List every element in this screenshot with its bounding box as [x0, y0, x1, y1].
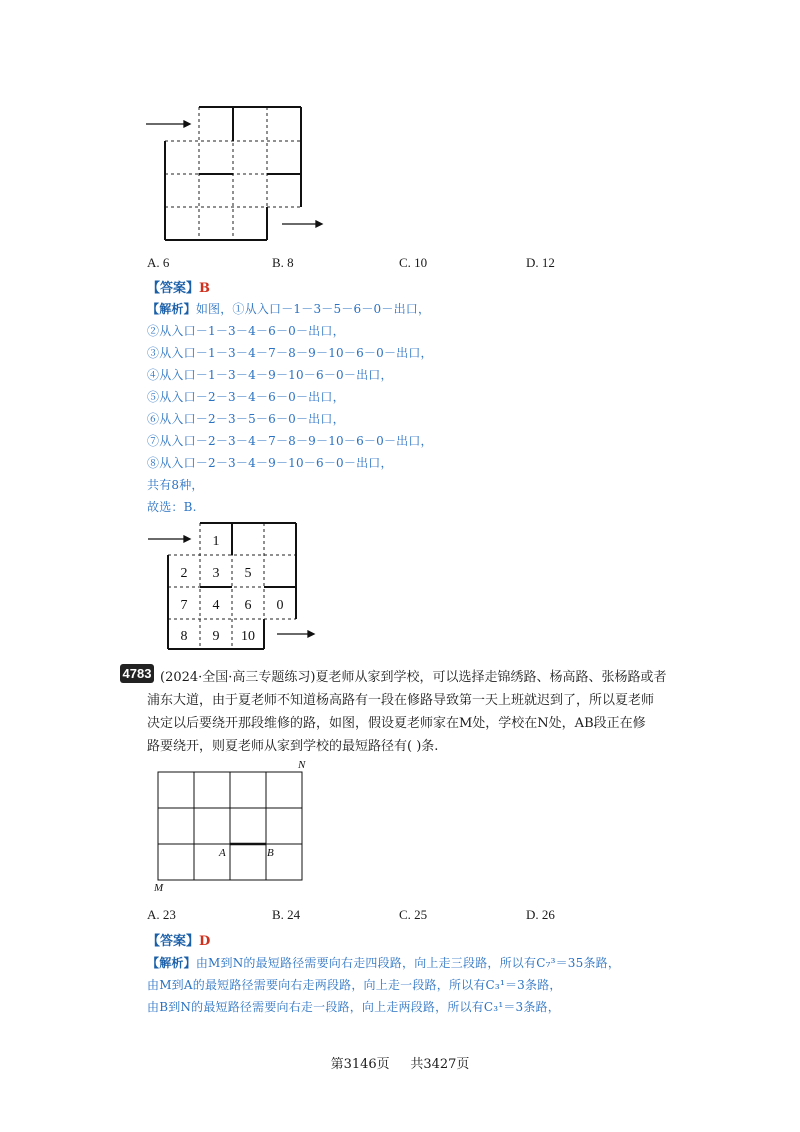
option-letter: B. [272, 255, 284, 270]
point-a-label: A [219, 847, 226, 859]
exit-arrow-icon [282, 221, 322, 227]
analysis-line: ⑦从入口－2－3－4－7－8－9－10－6－0－出口， [147, 434, 433, 448]
option-value: 12 [541, 255, 555, 270]
analysis-line: ③从入口－1－3－4－7－8－9－10－6－0－出口， [147, 346, 433, 360]
problem-number-badge: 4783 [120, 664, 154, 683]
cell-label: 5 [244, 566, 252, 581]
analysis-line [147, 954, 620, 971]
option-value: 10 [414, 255, 428, 270]
option-b[interactable] [272, 907, 300, 923]
cell-label: 8 [180, 629, 188, 644]
page-footer [0, 1053, 800, 1072]
road-grid-figure [150, 758, 320, 893]
option-a[interactable] [147, 255, 169, 271]
answer-line [147, 277, 210, 296]
option-letter: D. [526, 907, 539, 922]
option-c[interactable] [399, 907, 427, 923]
answer-line [147, 930, 210, 949]
option-value: 25 [414, 907, 428, 922]
option-value: 26 [541, 907, 555, 922]
option-a[interactable] [147, 907, 176, 923]
option-c[interactable] [399, 255, 427, 271]
numbered-maze-figure [140, 517, 330, 657]
option-letter: C. [399, 255, 411, 270]
analysis-line: ⑤从入口－2－3－4－6－0－出口， [147, 390, 345, 404]
analysis-line [147, 300, 430, 317]
option-value: 24 [287, 907, 301, 922]
option-letter: A. [147, 255, 160, 270]
entry-arrow-icon [148, 536, 190, 542]
answer-letter: D [199, 934, 211, 949]
option-d[interactable] [526, 255, 555, 271]
cell-label: 7 [180, 598, 188, 613]
point-b-label: B [267, 847, 274, 859]
problem-text-line: 浦东大道，由于夏老师不知道杨高路有一段在修路导致第一天上班就迟到了，所以夏老师 [147, 693, 655, 708]
problem-text-line: 路要绕开，则夏老师从家到学校的最短路径有( )条. [147, 739, 439, 754]
cell-label: 9 [212, 629, 220, 644]
option-b[interactable] [272, 255, 294, 271]
option-value: 8 [287, 255, 294, 270]
cell-label: 2 [180, 566, 188, 581]
analysis-line: 共有8种， [147, 478, 204, 492]
analysis-label: 【解析】 [147, 302, 196, 316]
option-letter: C. [399, 907, 411, 922]
point-m-label: M [154, 882, 164, 893]
answer-letter: B [199, 281, 211, 296]
exit-arrow-icon [277, 631, 314, 637]
analysis-line: 由M到A的最短路径需要向右走两段路，向上走一段路，所以有C₃¹＝3条路， [147, 978, 562, 992]
analysis-text: 如图，①从入口－1－3－5－6－0－出口， [195, 302, 431, 316]
cell-label: 0 [276, 598, 284, 613]
page-number: 第3146页 [330, 1057, 390, 1072]
option-value: 23 [162, 907, 176, 922]
analysis-label: 【解析】 [147, 956, 196, 970]
cell-label: 4 [212, 598, 220, 613]
analysis-line: ⑧从入口－2－3－4－9－10－6－0－出口， [147, 456, 393, 470]
option-d[interactable] [526, 907, 555, 923]
option-value: 6 [162, 255, 170, 270]
problem-text-line: (2024·全国·高三专题练习)夏老师从家到学校，可以选择走锦绣路、杨高路、张杨路或者 [160, 670, 667, 685]
problem-text-line: 决定以后要绕开那段维修的路，如图，假设夏老师家在M处，学校在N处，AB段正在修 [147, 716, 646, 731]
analysis-line: ②从入口－1－3－4－6－0－出口， [147, 324, 345, 338]
cell-label: 6 [244, 598, 252, 613]
analysis-line: ④从入口－1－3－4－9－10－6－0－出口， [147, 368, 393, 382]
analysis-line: 由B到N的最短路径需要向右走一段路，向上走两段路，所以有C₃¹＝3条路， [147, 1000, 560, 1014]
option-letter: D. [526, 255, 539, 270]
cell-label: 3 [212, 566, 220, 581]
page-total: 共3427页 [410, 1057, 470, 1072]
option-letter: B. [272, 907, 284, 922]
analysis-text: 由M到N的最短路径需要向右走四段路，向上走三段路，所以有C₇³＝35条路， [195, 956, 621, 970]
option-letter: A. [147, 907, 160, 922]
analysis-line: 故选：B. [147, 500, 197, 514]
cell-label: 1 [212, 534, 220, 549]
cell-label: 10 [241, 629, 255, 644]
entry-arrow-icon [146, 121, 190, 127]
maze-figure [140, 100, 330, 250]
analysis-line: ⑥从入口－2－3－5－6－0－出口， [147, 412, 345, 426]
point-n-label: N [298, 759, 306, 771]
answer-label: 【答案】 [147, 281, 200, 296]
answer-label: 【答案】 [147, 934, 200, 949]
